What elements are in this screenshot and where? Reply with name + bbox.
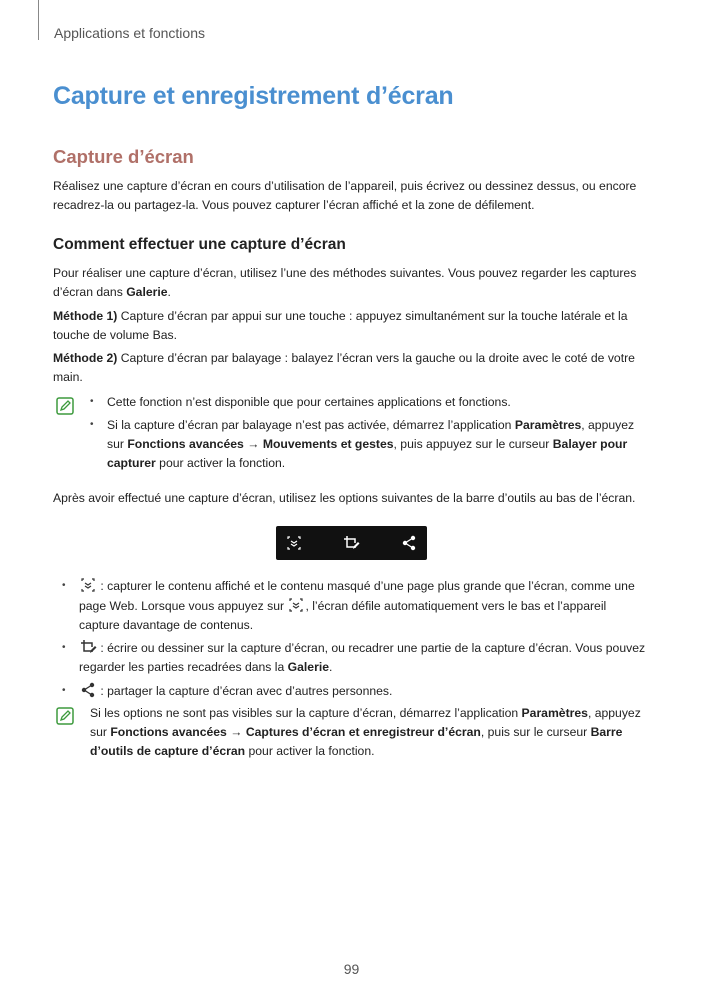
option-share: : partager la capture d’écran avec d’autres personnes. [79,681,649,701]
note-icon [56,707,74,725]
scroll-capture-icon [79,576,97,594]
after-paragraph: Après avoir effectué une capture d’écran, utilisez les options suivantes de la barre d’outils au bas de l’écran. [53,491,636,505]
edit-crop-icon [342,534,360,552]
bullet-dot: • [62,580,66,591]
bullet-dot: • [90,396,94,407]
running-header: Applications et fonctions [54,25,205,41]
page-title: Capture et enregistrement d’écran [53,82,454,110]
bullet-dot: • [62,642,66,653]
share-icon [400,534,418,552]
capture-toolbar [276,526,427,560]
method-2: Méthode 2) Capture d’écran par balayage : balayez l’écran vers la gauche ou la droite avec le coté de votre main. [53,351,635,384]
bullet-dot: • [62,685,66,696]
edit-crop-icon [79,638,97,656]
howto-paragraph: Pour réaliser une capture d’écran, utilisez l’une des méthodes suivantes. Vous pouvez regarder les captures d’écran dans Galerie. [53,266,637,299]
method-1: Méthode 1) Capture d’écran par appui sur une touche : appuyez simultanément sur la touche latérale et la touche de volume Bas. [53,309,628,342]
scroll-capture-icon [285,534,303,552]
section-title: Capture d’écran [53,146,194,167]
bullet-dot: • [90,419,94,430]
share-icon [79,681,97,699]
howto-title: Comment effectuer une capture d’écran [53,236,346,253]
note-icon [56,397,74,415]
note-bullet-1: Cette fonction n’est disponible que pour certaines applications et fonctions. [107,395,511,409]
page-number: 99 [343,961,360,977]
option-edit: : écrire ou dessiner sur la capture d’écran, ou recadrer une partie de la capture d’écran. Vous pouvez regarder les parties recadrées dans la Galerie. [79,638,649,677]
option-scroll-capture: : capturer le contenu affiché et le contenu masqué d’une page plus grande que l’écran, comme une page Web. Lorsque vous appuyez sur , l’écran défile automatiquement vers le bas et l’appareil capture davantage de contenus. [79,576,649,635]
scroll-capture-icon [287,596,305,614]
margin-rule [38,0,39,40]
note-bullet-2: Si la capture d’écran par balayage n’est pas activée, démarrez l’application Paramètres, appuyez sur Fonctions avancées → Mouvements et gestes, puis appuyez sur le curseur Balayer pour capturer pour activer la fonction. [107,418,635,470]
section-intro: Réalisez une capture d’écran en cours d’utilisation de l’appareil, puis écrivez ou dessinez dessus, ou encore recadrez-la ou partagez-la. Vous pouvez capturer l’écran affiché et la zone de défilement. [53,179,637,212]
note-2-text: Si les options ne sont pas visibles sur la capture d’écran, démarrez l’application Paramètres, appuyez sur Fonctions avancées → Captures d’écran et enregistreur d’écran, puis sur le curseur Barre d’outils de capture d’écran pour activer la fonction. [90,706,641,758]
